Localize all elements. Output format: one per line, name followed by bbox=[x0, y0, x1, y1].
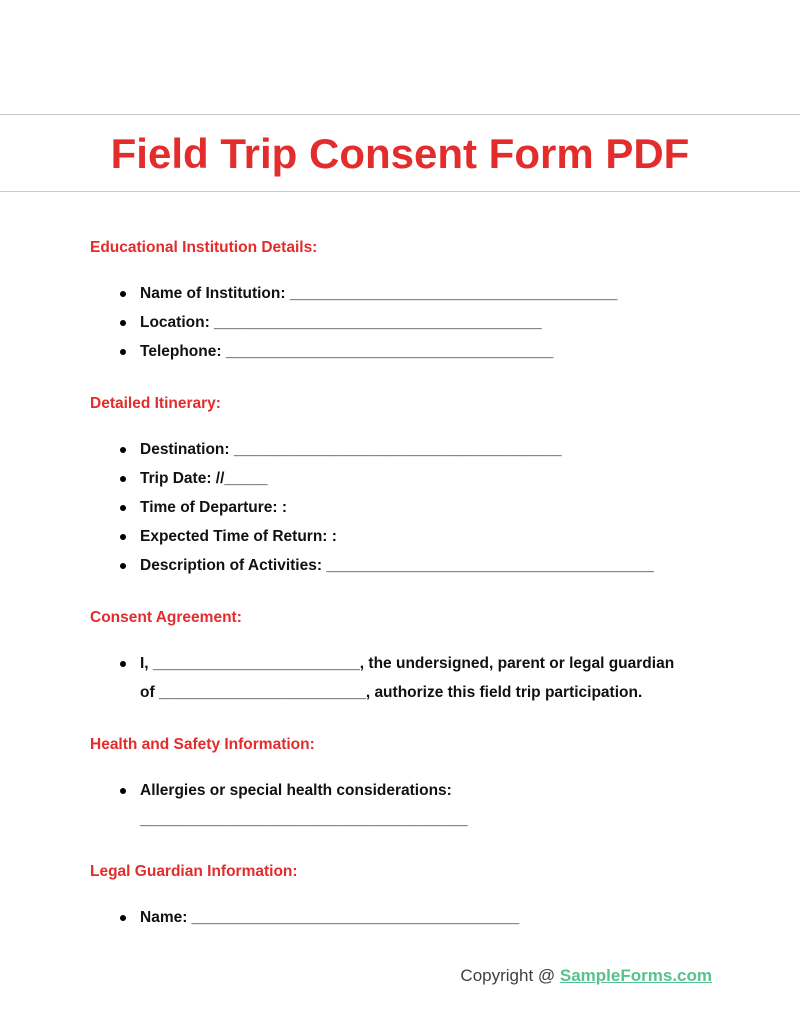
copyright-text: Copyright @ bbox=[460, 966, 560, 985]
section-heading: Detailed Itinerary: bbox=[90, 395, 221, 412]
item-list bbox=[90, 649, 710, 707]
bullet-icon bbox=[120, 320, 126, 326]
section-detailed-itinerary bbox=[90, 394, 710, 580]
list-item bbox=[90, 435, 710, 464]
blank-line: ______________________________________ bbox=[140, 811, 468, 828]
sampleforms-link[interactable]: SampleForms.com bbox=[559, 966, 712, 985]
section-health-and-safety bbox=[90, 735, 710, 834]
bullet-icon bbox=[120, 476, 126, 482]
list-item bbox=[90, 337, 710, 366]
field-label: Location: ______________________________________ bbox=[140, 314, 542, 331]
list-item bbox=[90, 903, 710, 932]
title-divider-top bbox=[0, 114, 800, 115]
copyright-footer bbox=[460, 966, 712, 986]
field-label: Trip Date: //_____ bbox=[140, 470, 268, 487]
field-label: Telephone: ______________________________________ bbox=[140, 343, 554, 360]
section-heading: Health and Safety Information: bbox=[90, 736, 315, 753]
item-list bbox=[90, 776, 710, 834]
bullet-icon bbox=[120, 915, 126, 921]
bullet-icon bbox=[120, 563, 126, 569]
item-list bbox=[90, 435, 710, 580]
list-item bbox=[90, 308, 710, 337]
field-label: Expected Time of Return: : bbox=[140, 528, 337, 545]
section-heading: Legal Guardian Information: bbox=[90, 863, 298, 880]
section-heading: Consent Agreement: bbox=[90, 609, 242, 626]
section-legal-guardian bbox=[90, 862, 710, 932]
field-label: Description of Activities: ______________________________________ bbox=[140, 557, 654, 574]
list-item bbox=[90, 522, 710, 551]
field-label: Name: ______________________________________ bbox=[140, 909, 520, 926]
section-consent-agreement bbox=[90, 608, 710, 707]
bullet-icon bbox=[120, 661, 126, 667]
section-heading: Educational Institution Details: bbox=[90, 239, 318, 256]
list-item bbox=[90, 776, 710, 834]
bullet-icon bbox=[120, 505, 126, 511]
field-label: Time of Departure: : bbox=[140, 499, 287, 516]
bullet-icon bbox=[120, 447, 126, 453]
bullet-icon bbox=[120, 534, 126, 540]
consent-statement-line: I, ________________________, the undersigned, parent or legal guardian bbox=[140, 655, 675, 672]
section-educational-institution-details bbox=[90, 238, 710, 366]
list-item bbox=[90, 551, 710, 580]
field-label: Name of Institution: ______________________________________ bbox=[140, 285, 618, 302]
list-item bbox=[90, 464, 710, 493]
field-label: Allergies or special health considerations: bbox=[140, 782, 452, 799]
form-body bbox=[90, 238, 710, 932]
bullet-icon bbox=[120, 349, 126, 355]
item-list bbox=[90, 279, 710, 366]
page-title: Field Trip Consent Form PDF bbox=[110, 130, 690, 177]
list-item bbox=[90, 649, 710, 707]
bullet-icon bbox=[120, 788, 126, 794]
list-item bbox=[90, 279, 710, 308]
consent-statement-line: of ________________________, authorize this field trip participation. bbox=[140, 684, 643, 701]
field-label: Destination: ______________________________________ bbox=[140, 441, 562, 458]
list-item bbox=[90, 493, 710, 522]
item-list bbox=[90, 903, 710, 932]
title-divider-bottom bbox=[0, 191, 800, 192]
bullet-icon bbox=[120, 291, 126, 297]
